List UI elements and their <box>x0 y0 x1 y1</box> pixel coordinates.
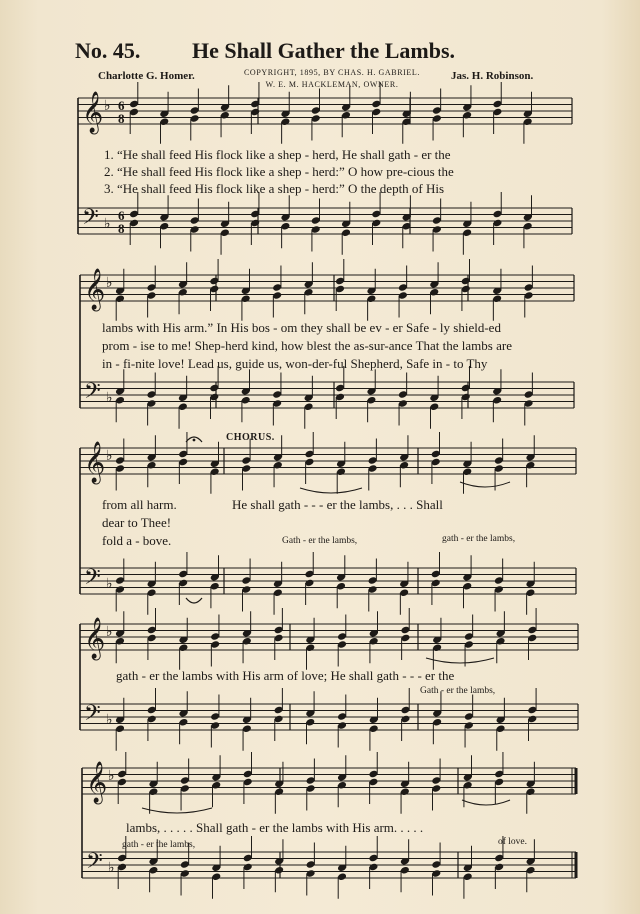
bass-clef-icon: 𝄢 <box>84 379 101 409</box>
system2-verse3: in - fi-nite love! Lead us, guide us, won-der-ful Shepherd, Safe in - to Thy <box>102 356 488 371</box>
flat-sign-icon: ♭ <box>104 217 111 232</box>
bass-clef-icon: 𝄢 <box>82 205 99 235</box>
flat-sign-icon: ♭ <box>106 577 113 592</box>
slur <box>460 482 510 487</box>
time-signature-bottom: 8 <box>118 111 125 126</box>
chorus-label: CHORUS. <box>226 432 275 443</box>
flat-sign-icon: ♭ <box>108 861 115 876</box>
flat-sign-icon: ♭ <box>106 625 113 640</box>
flat-sign-icon: ♭ <box>108 769 115 784</box>
copyright-line-1: COPYRIGHT, 1895, BY CHAS. H. GABRIEL. <box>244 68 420 77</box>
system5-lyrics: lambs, . . . . . Shall gath - er the lambs with His arm. . . . . <box>126 820 424 835</box>
treble-clef-icon: 𝄞 <box>86 762 108 803</box>
time-signature-bottom: 8 <box>118 221 125 236</box>
flat-sign-icon: ♭ <box>104 99 111 114</box>
system1-verse1: 1. “He shall feed His flock like a shep - herd, He shall gath - er the <box>104 147 451 162</box>
flat-sign-icon: ♭ <box>106 276 113 291</box>
treble-clef-icon: 𝄞 <box>84 442 106 483</box>
system3-verse1: from all harm. <box>102 497 177 512</box>
system2-verse1: lambs with His arm.” In His bos - om they shall be ev - er Safe - ly shield-ed <box>102 320 501 335</box>
system3-verse3: fold a - bove. <box>102 533 172 548</box>
slur <box>300 488 362 493</box>
system3-bass-lyrics-a: Gath - er the lambs, <box>282 536 358 546</box>
treble-clef-icon: 𝄞 <box>84 269 106 310</box>
system3-bass-lyrics-b: gath - er the lambs, <box>442 534 516 544</box>
bass-clef-icon: 𝄢 <box>86 849 103 879</box>
flat-sign-icon: ♭ <box>106 391 113 406</box>
lyricist-credit: Charlotte G. Homer. <box>98 70 195 82</box>
bass-clef-icon: 𝄢 <box>84 565 101 595</box>
bass-clef-icon: 𝄢 <box>84 701 101 731</box>
fermata-dot <box>193 439 196 442</box>
system3-verse2: dear to Thee! <box>102 515 172 530</box>
system5-bass-lyrics-a: gath - er the lambs, <box>122 840 196 850</box>
slur <box>142 808 212 813</box>
fermata-icon <box>186 598 202 603</box>
flat-sign-icon: ♭ <box>106 449 113 464</box>
treble-clef-icon: 𝄞 <box>82 92 104 133</box>
system4-lyrics: gath - er the lambs with His arm of love; He shall gath - - - er the <box>116 668 455 683</box>
composer-credit: Jas. H. Robinson. <box>451 70 534 82</box>
system5-bass-lyrics-b: of love. <box>498 837 528 847</box>
hymn-title: He Shall Gather the Lambs. <box>192 38 456 63</box>
time-signature-top: 6 <box>118 98 125 113</box>
system1-verse2: 2. “He shall feed His flock like a shep - herd:” O how pre-cious the <box>104 164 454 179</box>
slur <box>426 658 494 663</box>
hymn-number: No. 45. <box>75 38 141 63</box>
treble-clef-icon: 𝄞 <box>84 618 106 659</box>
system4-bass-lyrics: Gath - er the lambs, <box>420 686 496 696</box>
copyright-line-2: W. E. M. HACKLEMAN, OWNER. <box>265 80 399 89</box>
slur <box>462 800 510 805</box>
time-signature-top: 6 <box>118 208 125 223</box>
system1-verse3: 3. “He shall feed His flock like a shep - herd:” O the depth of His <box>104 181 445 196</box>
system2-verse2: prom - ise to me! Shep-herd kind, how blest the as-sur-ance That the lambs are <box>102 338 512 353</box>
flat-sign-icon: ♭ <box>106 713 113 728</box>
system3-chorus-lyrics: He shall gath - - - er the lambs, . . . Shall <box>232 497 443 512</box>
